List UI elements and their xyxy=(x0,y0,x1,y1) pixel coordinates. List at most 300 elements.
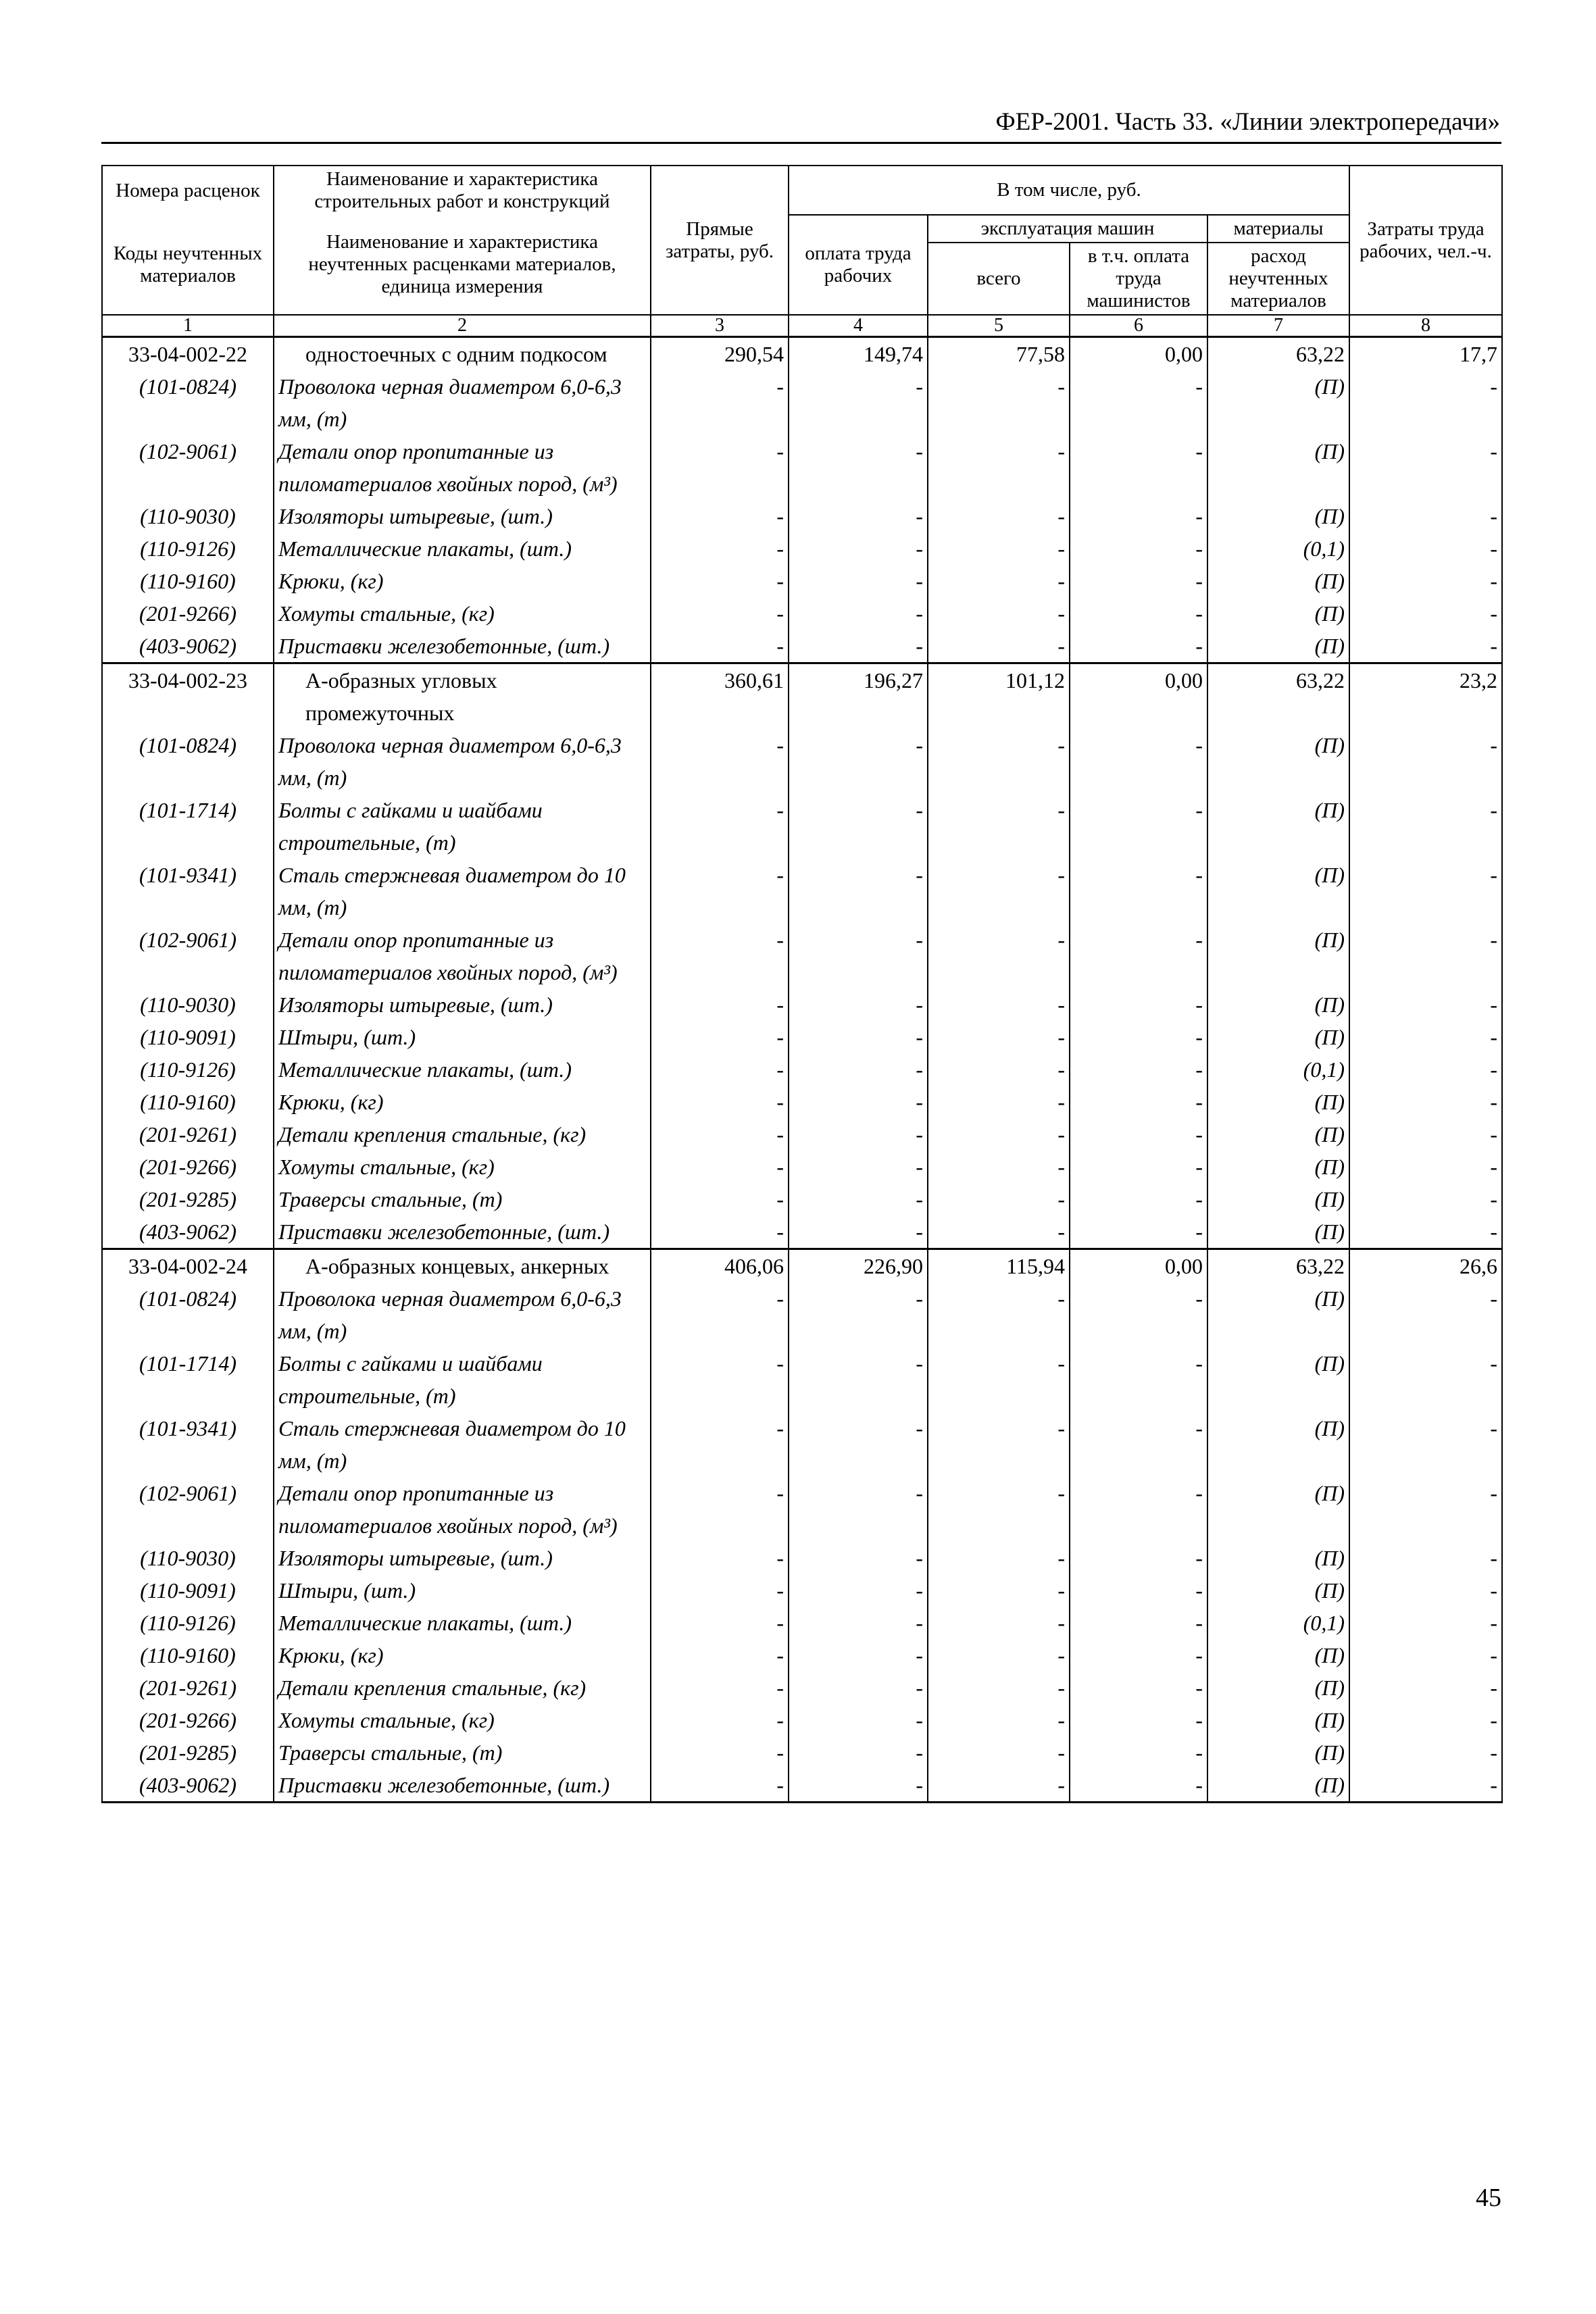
material-value: (П) xyxy=(1207,435,1349,500)
material-name: Крюки, (кг) xyxy=(274,565,651,597)
material-value: - xyxy=(651,370,789,435)
colnum: 8 xyxy=(1349,315,1502,337)
page-number: 45 xyxy=(1476,2184,1501,2212)
rate-row xyxy=(102,337,1502,371)
material-value: - xyxy=(928,1704,1070,1736)
material-value: - xyxy=(789,1021,928,1053)
material-value: - xyxy=(1349,1607,1502,1639)
material-value: - xyxy=(1349,630,1502,663)
material-value: - xyxy=(928,794,1070,859)
material-value: - xyxy=(928,1118,1070,1151)
material-value: - xyxy=(789,1347,928,1412)
material-value: - xyxy=(928,1736,1070,1769)
material-row xyxy=(102,1118,1502,1151)
material-row xyxy=(102,1151,1502,1183)
material-name: Проволока черная диаметром 6,0-6,3 мм, (т) xyxy=(274,729,651,794)
colnum: 7 xyxy=(1207,315,1349,337)
material-value: - xyxy=(651,500,789,532)
material-value: - xyxy=(1349,1671,1502,1704)
material-code: (110-9126) xyxy=(102,1053,274,1086)
material-code: (201-9285) xyxy=(102,1736,274,1769)
material-value: - xyxy=(1349,1021,1502,1053)
material-value: - xyxy=(1349,1412,1502,1477)
material-value: - xyxy=(928,1021,1070,1053)
material-row xyxy=(102,1704,1502,1736)
rate-value: 149,74 xyxy=(789,337,928,371)
material-value: - xyxy=(1070,630,1207,663)
material-value: - xyxy=(1070,1282,1207,1347)
material-value: - xyxy=(1349,532,1502,565)
material-value: - xyxy=(651,532,789,565)
material-value: - xyxy=(651,1282,789,1347)
colnum: 1 xyxy=(102,315,274,337)
material-value: - xyxy=(1349,1736,1502,1769)
material-code: (101-0824) xyxy=(102,1282,274,1347)
material-name: Проволока черная диаметром 6,0-6,3 мм, (т) xyxy=(274,1282,651,1347)
material-value: - xyxy=(1349,1053,1502,1086)
material-name: Хомуты стальные, (кг) xyxy=(274,1704,651,1736)
material-value: - xyxy=(789,1215,928,1249)
material-name: Изоляторы штыревые, (шт.) xyxy=(274,500,651,532)
material-value: - xyxy=(651,1574,789,1607)
material-name: Штыри, (шт.) xyxy=(274,1574,651,1607)
material-code: (101-9341) xyxy=(102,859,274,924)
material-value: - xyxy=(1070,1671,1207,1704)
material-value: - xyxy=(1070,1151,1207,1183)
rate-value: 360,61 xyxy=(651,663,789,730)
material-value: - xyxy=(1349,1282,1502,1347)
material-value: - xyxy=(928,729,1070,794)
material-value: - xyxy=(651,729,789,794)
material-code: (403-9062) xyxy=(102,630,274,663)
material-code: (101-9341) xyxy=(102,1412,274,1477)
material-value: - xyxy=(1070,1215,1207,1249)
col2-header-bottom: Наименование и характеристика неучтенных расценками материалов, единица измерения xyxy=(274,215,651,315)
material-value: - xyxy=(789,1736,928,1769)
material-value: (П) xyxy=(1207,794,1349,859)
rate-value: 0,00 xyxy=(1070,663,1207,730)
material-value: - xyxy=(789,1639,928,1671)
material-row xyxy=(102,565,1502,597)
material-value: - xyxy=(1070,1736,1207,1769)
material-row xyxy=(102,1671,1502,1704)
material-value: (П) xyxy=(1207,1671,1349,1704)
material-value: - xyxy=(1070,859,1207,924)
colnum: 4 xyxy=(789,315,928,337)
material-value: - xyxy=(789,988,928,1021)
material-value: - xyxy=(651,597,789,630)
material-value: - xyxy=(651,1607,789,1639)
material-value: - xyxy=(651,1151,789,1183)
material-value: - xyxy=(1070,1347,1207,1412)
material-code: (110-9160) xyxy=(102,565,274,597)
material-row xyxy=(102,1477,1502,1542)
material-code: (110-9091) xyxy=(102,1574,274,1607)
rate-value: 115,94 xyxy=(928,1249,1070,1283)
material-value: - xyxy=(1070,924,1207,988)
material-value: - xyxy=(651,1118,789,1151)
material-row xyxy=(102,1574,1502,1607)
material-value: (П) xyxy=(1207,597,1349,630)
material-value: - xyxy=(1070,1021,1207,1053)
material-row xyxy=(102,988,1502,1021)
material-value: - xyxy=(789,1282,928,1347)
page-header: ФЕР-2001. Часть 33. «Линии электропередачи» xyxy=(995,108,1500,136)
material-value: - xyxy=(651,794,789,859)
material-row xyxy=(102,924,1502,988)
material-row xyxy=(102,1639,1502,1671)
material-name: Проволока черная диаметром 6,0-6,3 мм, (т) xyxy=(274,370,651,435)
machines-header: эксплуатация машин xyxy=(928,215,1207,243)
material-name: Приставки железобетонные, (шт.) xyxy=(274,630,651,663)
material-value: - xyxy=(1349,597,1502,630)
material-code: (201-9285) xyxy=(102,1183,274,1215)
material-value: - xyxy=(928,1053,1070,1086)
material-code: (101-0824) xyxy=(102,729,274,794)
material-value: - xyxy=(1349,370,1502,435)
colnum: 3 xyxy=(651,315,789,337)
material-value: - xyxy=(928,1607,1070,1639)
material-value: - xyxy=(789,1053,928,1086)
rate-value: 17,7 xyxy=(1349,337,1502,371)
material-name: Металлические плакаты, (шт.) xyxy=(274,1607,651,1639)
material-code: (101-1714) xyxy=(102,1347,274,1412)
material-value: - xyxy=(789,565,928,597)
rates-table xyxy=(101,165,1503,1803)
material-name: Крюки, (кг) xyxy=(274,1086,651,1118)
material-value: - xyxy=(1349,1769,1502,1803)
material-value: (П) xyxy=(1207,630,1349,663)
incl-header: В том числе, руб. xyxy=(789,166,1349,215)
material-value: - xyxy=(789,1183,928,1215)
material-name: Приставки железобетонные, (шт.) xyxy=(274,1769,651,1803)
material-name: Траверсы стальные, (т) xyxy=(274,1183,651,1215)
material-code: (110-9030) xyxy=(102,500,274,532)
material-value: (П) xyxy=(1207,1151,1349,1183)
material-row xyxy=(102,1347,1502,1412)
header-rule xyxy=(101,142,1501,144)
col8-header: Затраты труда рабочих, чел.-ч. xyxy=(1349,166,1502,315)
material-value: - xyxy=(789,370,928,435)
material-name: Сталь стержневая диаметром до 10 мм, (т) xyxy=(274,1412,651,1477)
material-name: Металлические плакаты, (шт.) xyxy=(274,532,651,565)
table-head xyxy=(102,166,1502,337)
material-value: - xyxy=(928,1412,1070,1477)
material-code: (201-9261) xyxy=(102,1118,274,1151)
material-value: (П) xyxy=(1207,729,1349,794)
col5-header: всего xyxy=(928,243,1070,315)
material-value: - xyxy=(1349,729,1502,794)
material-name: Металлические плакаты, (шт.) xyxy=(274,1053,651,1086)
material-value: - xyxy=(928,1639,1070,1671)
rate-value: 26,6 xyxy=(1349,1249,1502,1283)
material-value: (П) xyxy=(1207,1477,1349,1542)
material-value: - xyxy=(928,1086,1070,1118)
rate-value: 0,00 xyxy=(1070,1249,1207,1283)
material-value: - xyxy=(651,1183,789,1215)
material-value: - xyxy=(928,370,1070,435)
rate-value: 196,27 xyxy=(789,663,928,730)
material-value: - xyxy=(1070,1183,1207,1215)
material-name: Изоляторы штыревые, (шт.) xyxy=(274,988,651,1021)
material-value: - xyxy=(651,435,789,500)
material-value: - xyxy=(789,1542,928,1574)
material-value: - xyxy=(1349,1542,1502,1574)
material-value: - xyxy=(1349,1347,1502,1412)
material-value: - xyxy=(789,859,928,924)
material-value: - xyxy=(928,988,1070,1021)
material-name: Сталь стержневая диаметром до 10 мм, (т) xyxy=(274,859,651,924)
material-row xyxy=(102,500,1502,532)
material-row xyxy=(102,630,1502,663)
material-value: (П) xyxy=(1207,1183,1349,1215)
rate-row xyxy=(102,1249,1502,1283)
col7-header: расход неучтенных материалов xyxy=(1207,243,1349,315)
material-code: (102-9061) xyxy=(102,1477,274,1542)
material-value: - xyxy=(789,1704,928,1736)
material-value: (П) xyxy=(1207,859,1349,924)
material-value: - xyxy=(928,597,1070,630)
rate-code: 33-04-002-24 xyxy=(102,1249,274,1283)
material-value: - xyxy=(651,1769,789,1803)
work-name: А-образных концевых, анкерных xyxy=(274,1249,651,1283)
material-value: - xyxy=(651,1542,789,1574)
material-value: - xyxy=(1070,729,1207,794)
material-value: - xyxy=(789,794,928,859)
material-code: (201-9266) xyxy=(102,1704,274,1736)
rate-value: 0,00 xyxy=(1070,337,1207,371)
material-value: (П) xyxy=(1207,1086,1349,1118)
material-value: - xyxy=(1349,1118,1502,1151)
material-value: - xyxy=(1349,1477,1502,1542)
rate-value: 63,22 xyxy=(1207,337,1349,371)
material-row xyxy=(102,435,1502,500)
material-value: - xyxy=(1349,1183,1502,1215)
material-code: (110-9030) xyxy=(102,988,274,1021)
material-value: - xyxy=(1349,794,1502,859)
material-value: - xyxy=(928,1347,1070,1412)
material-row xyxy=(102,1412,1502,1477)
rate-value: 406,06 xyxy=(651,1249,789,1283)
rate-value: 290,54 xyxy=(651,337,789,371)
rate-value: 77,58 xyxy=(928,337,1070,371)
material-value: - xyxy=(1070,1704,1207,1736)
material-code: (403-9062) xyxy=(102,1215,274,1249)
material-row xyxy=(102,1183,1502,1215)
table-body xyxy=(102,337,1502,1803)
material-row xyxy=(102,1215,1502,1249)
material-value: - xyxy=(651,1671,789,1704)
material-value: - xyxy=(928,532,1070,565)
material-name: Хомуты стальные, (кг) xyxy=(274,597,651,630)
material-value: - xyxy=(651,1477,789,1542)
material-row xyxy=(102,1282,1502,1347)
material-value: - xyxy=(789,1412,928,1477)
material-name: Болты с гайками и шайбами строительные, (т) xyxy=(274,794,651,859)
material-name: Приставки железобетонные, (шт.) xyxy=(274,1215,651,1249)
material-value: - xyxy=(1349,1639,1502,1671)
material-value: - xyxy=(1070,435,1207,500)
material-row xyxy=(102,1769,1502,1803)
material-value: (П) xyxy=(1207,1736,1349,1769)
work-name: А-образных угловых промежуточных xyxy=(274,663,651,730)
material-row xyxy=(102,1086,1502,1118)
colnum: 6 xyxy=(1070,315,1207,337)
rate-row xyxy=(102,663,1502,730)
material-code: (110-9030) xyxy=(102,1542,274,1574)
colnum: 2 xyxy=(274,315,651,337)
material-value: - xyxy=(651,630,789,663)
material-name: Детали крепления стальные, (кг) xyxy=(274,1671,651,1704)
material-value: - xyxy=(1349,1215,1502,1249)
material-value: (П) xyxy=(1207,988,1349,1021)
material-value: - xyxy=(651,565,789,597)
material-code: (201-9266) xyxy=(102,597,274,630)
material-code: (110-9126) xyxy=(102,532,274,565)
material-value: - xyxy=(928,630,1070,663)
material-value: - xyxy=(928,1671,1070,1704)
material-row xyxy=(102,532,1502,565)
material-value: - xyxy=(928,1183,1070,1215)
material-code: (110-9126) xyxy=(102,1607,274,1639)
material-value: - xyxy=(928,1282,1070,1347)
material-value: - xyxy=(789,597,928,630)
material-value: - xyxy=(1070,1639,1207,1671)
material-value: - xyxy=(651,1086,789,1118)
col3-header: Прямые затраты, руб. xyxy=(651,166,789,315)
material-name: Болты с гайками и шайбами строительные, (т) xyxy=(274,1347,651,1412)
material-value: (П) xyxy=(1207,1704,1349,1736)
material-code: (102-9061) xyxy=(102,435,274,500)
rate-value: 63,22 xyxy=(1207,1249,1349,1283)
material-value: - xyxy=(651,1215,789,1249)
material-value: - xyxy=(1349,1086,1502,1118)
material-value: - xyxy=(1070,1769,1207,1803)
material-name: Детали крепления стальные, (кг) xyxy=(274,1118,651,1151)
material-value: - xyxy=(789,1574,928,1607)
material-value: (П) xyxy=(1207,500,1349,532)
material-row xyxy=(102,370,1502,435)
material-value: - xyxy=(1349,1151,1502,1183)
material-value: - xyxy=(1070,1118,1207,1151)
material-value: - xyxy=(651,1053,789,1086)
material-value: - xyxy=(1349,988,1502,1021)
material-value: (П) xyxy=(1207,1639,1349,1671)
material-value: (П) xyxy=(1207,1412,1349,1477)
material-value: (0,1) xyxy=(1207,1607,1349,1639)
material-value: (П) xyxy=(1207,1347,1349,1412)
material-value: (П) xyxy=(1207,565,1349,597)
material-value: - xyxy=(789,1769,928,1803)
material-value: - xyxy=(928,500,1070,532)
material-value: - xyxy=(1349,924,1502,988)
material-value: - xyxy=(789,1671,928,1704)
material-value: - xyxy=(1070,500,1207,532)
material-name: Изоляторы штыревые, (шт.) xyxy=(274,1542,651,1574)
material-value: - xyxy=(1070,1607,1207,1639)
work-name: одностоечных с одним подкосом xyxy=(274,337,651,371)
column-numbers-row xyxy=(102,315,1502,337)
material-value: - xyxy=(1070,532,1207,565)
material-value: - xyxy=(928,1477,1070,1542)
col6-header: в т.ч. оплата труда машинистов xyxy=(1070,243,1207,315)
material-name: Детали опор пропитанные из пиломатериалов хвойных пород, (м³) xyxy=(274,435,651,500)
material-value: - xyxy=(651,988,789,1021)
material-value: - xyxy=(789,924,928,988)
material-value: - xyxy=(928,1215,1070,1249)
material-name: Траверсы стальные, (т) xyxy=(274,1736,651,1769)
material-value: - xyxy=(1070,1412,1207,1477)
material-row xyxy=(102,794,1502,859)
material-value: - xyxy=(928,435,1070,500)
rate-code: 33-04-002-22 xyxy=(102,337,274,371)
material-value: - xyxy=(1070,1086,1207,1118)
rate-value: 226,90 xyxy=(789,1249,928,1283)
material-value: - xyxy=(928,1574,1070,1607)
material-value: (0,1) xyxy=(1207,532,1349,565)
material-value: - xyxy=(1349,1704,1502,1736)
material-value: - xyxy=(651,1736,789,1769)
material-name: Штыри, (шт.) xyxy=(274,1021,651,1053)
material-value: - xyxy=(651,1412,789,1477)
col2-header-top: Наименование и характеристика строительных работ и конструкций xyxy=(274,166,651,215)
material-code: (110-9091) xyxy=(102,1021,274,1053)
material-value: - xyxy=(1349,435,1502,500)
material-value: - xyxy=(1349,859,1502,924)
material-value: - xyxy=(1349,500,1502,532)
material-value: - xyxy=(1070,565,1207,597)
material-value: - xyxy=(1070,1477,1207,1542)
material-row xyxy=(102,1053,1502,1086)
material-value: - xyxy=(651,859,789,924)
rate-value: 101,12 xyxy=(928,663,1070,730)
material-value: - xyxy=(1070,988,1207,1021)
material-value: - xyxy=(1070,1542,1207,1574)
material-value: (П) xyxy=(1207,924,1349,988)
material-code: (101-1714) xyxy=(102,794,274,859)
material-code: (110-9160) xyxy=(102,1639,274,1671)
material-name: Хомуты стальные, (кг) xyxy=(274,1151,651,1183)
material-name: Детали опор пропитанные из пиломатериалов хвойных пород, (м³) xyxy=(274,1477,651,1542)
material-value: - xyxy=(1070,1053,1207,1086)
materials-header: материалы xyxy=(1207,215,1349,243)
material-value: - xyxy=(651,1347,789,1412)
col4-header: оплата труда рабочих xyxy=(789,215,928,315)
material-value: - xyxy=(789,630,928,663)
material-value: (П) xyxy=(1207,1282,1349,1347)
material-code: (101-0824) xyxy=(102,370,274,435)
rate-code: 33-04-002-23 xyxy=(102,663,274,730)
material-value: - xyxy=(789,500,928,532)
material-value: (П) xyxy=(1207,1118,1349,1151)
material-value: - xyxy=(928,1769,1070,1803)
material-name: Крюки, (кг) xyxy=(274,1639,651,1671)
material-row xyxy=(102,859,1502,924)
material-code: (403-9062) xyxy=(102,1769,274,1803)
material-value: (П) xyxy=(1207,1574,1349,1607)
material-value: - xyxy=(1070,794,1207,859)
material-value: - xyxy=(789,1118,928,1151)
material-value: - xyxy=(651,1021,789,1053)
material-name: Детали опор пропитанные из пиломатериалов хвойных пород, (м³) xyxy=(274,924,651,988)
colnum: 5 xyxy=(928,315,1070,337)
material-row xyxy=(102,597,1502,630)
material-value: - xyxy=(789,1151,928,1183)
material-code: (102-9061) xyxy=(102,924,274,988)
material-value: - xyxy=(789,532,928,565)
material-code: (201-9261) xyxy=(102,1671,274,1704)
material-code: (110-9160) xyxy=(102,1086,274,1118)
